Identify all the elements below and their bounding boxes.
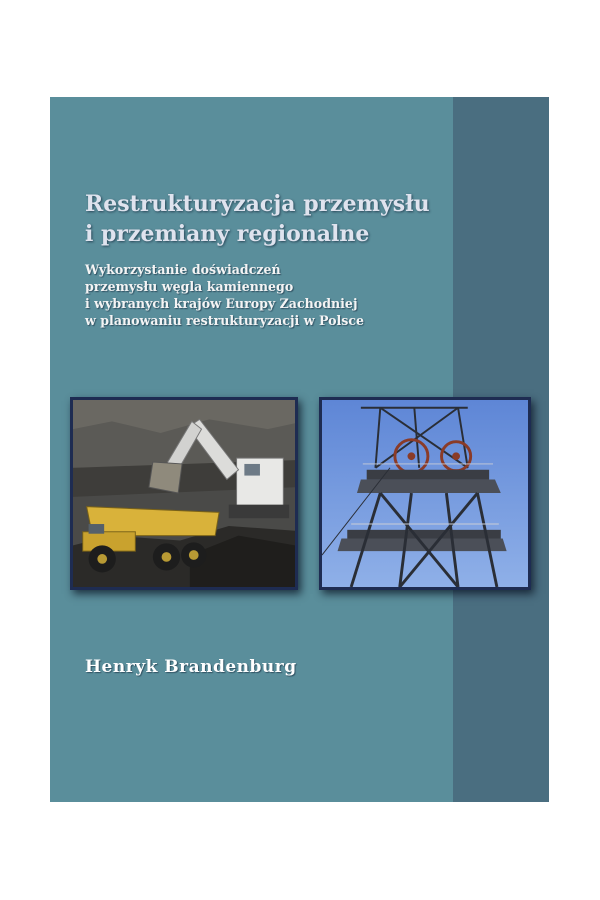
mine-headframe-photo — [319, 397, 531, 590]
mining-excavator-photo — [70, 397, 298, 590]
mine-headframe-illustration — [322, 400, 528, 587]
book-subtitle-line: przemysłu węgla kamiennego — [85, 279, 294, 294]
book-subtitle-line: w planowaniu restrukturyzacji w Polsce — [85, 313, 365, 328]
book-title — [85, 189, 430, 249]
book-subtitle-line: i wybranych krajów Europy Zachodniej — [85, 296, 358, 311]
mining-excavator-illustration — [73, 400, 295, 587]
book-title-line: i przemiany regionalne — [85, 221, 370, 247]
book-title-line: Restrukturyzacja przemysłu — [85, 191, 430, 217]
book-subtitle — [85, 261, 364, 329]
book-author: Henryk Brandenburg — [85, 657, 297, 677]
book-subtitle-line: Wykorzystanie doświadczeń — [85, 262, 281, 277]
book-cover — [50, 97, 549, 802]
